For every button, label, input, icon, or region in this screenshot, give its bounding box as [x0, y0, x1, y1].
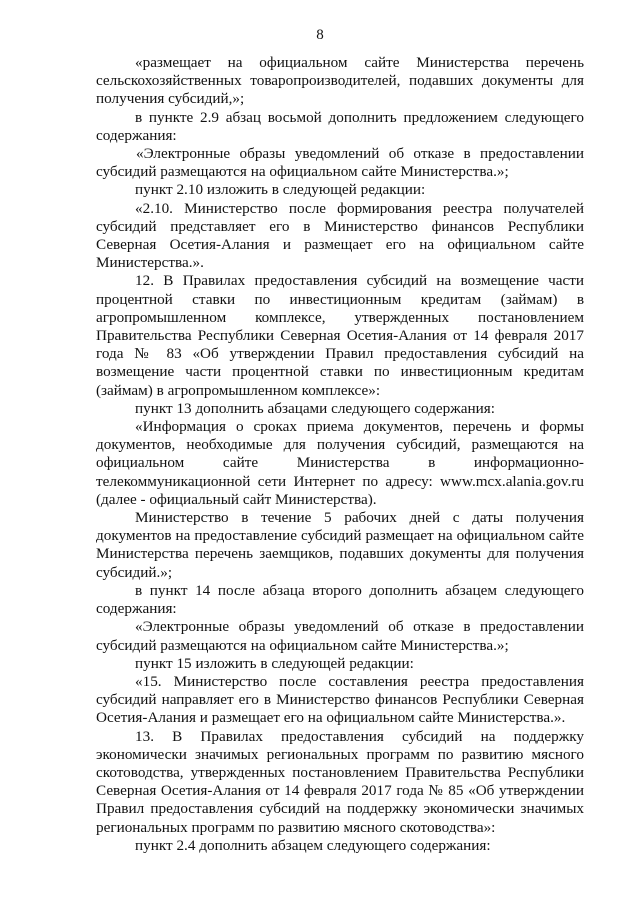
paragraph: 12. В Правилах предоставления субсидий на возмещение части процентной ставки по инвестиционным кредитам (займам) в агропромышленном комплексе, утвержденных постановлением Правительства Республики Северная Осетия-Алания от 14 февраля 2017 года № 83 «Об утверждении Правил предоставления субсидий на возмещение части процентной ставки по инвестиционным кредитам (займам) в агропромышленном комплексе»:	[96, 272, 584, 399]
paragraph: «размещает на официальном сайте Министерства перечень сельскохозяйственных товаропроизводителей, подавших документы для получения субсидий,»;	[96, 54, 584, 108]
paragraph: в пункте 2.9 абзац восьмой дополнить предложением следующего содержания:	[96, 108, 584, 144]
paragraph: пункт 2.10 изложить в следующей редакции:	[135, 181, 426, 199]
paragraph: «Информация о сроках приема документов, перечень и формы документов, необходимые для получения субсидий, размещаются на официальном сайте Министерства в информационно-телекоммуникационной сети Интернет по адресу: www.mcx.alania.gov.ru (далее - официальный сайт Министерства).	[96, 418, 584, 508]
paragraph: «Электронные образы уведомлений об отказе в предоставлении субсидий размещаются на официальном сайте Министерства.»;	[96, 145, 584, 181]
paragraph: пункт 15 изложить в следующей редакции:	[135, 654, 414, 672]
document-body	[96, 54, 584, 855]
paragraph: 13. В Правилах предоставления субсидий на поддержку экономически значимых региональных программ по развитию мясного скотоводства, утвержденных постановлением Правительства Республики Северная Осетия-Алания от 14 февраля 2017 года № 85 «Об утверждении Правил предоставления субсидий на поддержку экономически значимых региональных программ по развитию мясного скотоводства»:	[96, 727, 584, 836]
paragraph: «2.10. Министерство после формирования реестра получателей субсидий представляет его в Министерство финансов Республики Северная Осетия-Алания и размещает его на официальном сайте Министерства.».	[96, 199, 584, 272]
page-number: 8	[316, 27, 324, 43]
paragraph: пункт 13 дополнить абзацами следующего содержания:	[135, 399, 495, 417]
paragraph: Министерство в течение 5 рабочих дней с даты получения документов на предоставление субсидий размещает на официальном сайте Министерства перечень заемщиков, подавших документы для получения субсидий.»;	[96, 509, 584, 581]
paragraph: пункт 2.4 дополнить абзацем следующего содержания:	[135, 836, 491, 854]
paragraph: «15. Министерство после составления реестра предоставления субсидий направляет его в Министерство финансов Республики Северная Осетия-Алания и размещает его на официальном сайте Министерства.».	[96, 672, 584, 727]
paragraph: в пункт 14 после абзаца второго дополнить абзацем следующего содержания:	[96, 581, 584, 618]
paragraph: «Электронные образы уведомлений об отказе в предоставлении субсидий размещаются на официальном сайте Министерства.»;	[96, 618, 584, 654]
